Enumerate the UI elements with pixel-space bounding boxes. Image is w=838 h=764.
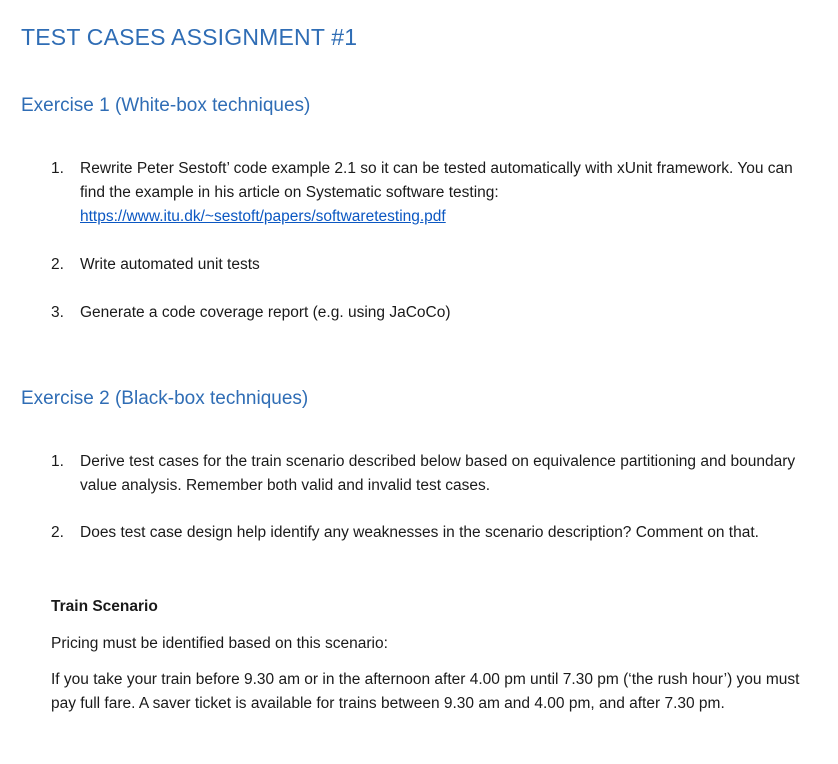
list-item-text [80, 157, 811, 229]
scenario-intro: Pricing must be identified based on this scenario: [51, 635, 388, 652]
scenario-body: If you take your train before 9.30 am or in the afternoon after 4.00 pm until 7.30 pm (‘the rush hour’) you must pay full fare. A saver ticket is available for trains between 9.30 am and 4.00 pm, and after 7.30 pm. [51, 671, 800, 712]
exercise-1-item-1 [51, 157, 811, 229]
list-number: 2. [51, 256, 64, 273]
list-number: 2. [51, 524, 64, 541]
document-title: TEST CASES ASSIGNMENT #1 [21, 24, 358, 50]
exercise-1-item-2 [51, 253, 811, 277]
softwaretesting-pdf-link[interactable]: https://www.itu.dk/~sestoft/papers/softwaretesting.pdf [80, 208, 446, 225]
train-scenario-heading: Train Scenario [51, 598, 158, 615]
list-item-text: Derive test cases for the train scenario described below based on equivalence partitioning and boundary value analysis. Remember both valid and invalid test cases. [80, 453, 796, 494]
list-number: 1. [51, 453, 64, 470]
list-item-text: Generate a code coverage report (e.g. using JaCoCo) [80, 304, 451, 321]
exercise-1-item-3 [51, 301, 811, 325]
exercise-2-heading: Exercise 2 (Black-box techniques) [21, 388, 309, 409]
list-item-text: Does test case design help identify any weaknesses in the scenario description? Comment on that. [80, 524, 759, 541]
exercise-1-heading: Exercise 1 (White-box techniques) [21, 95, 311, 116]
list-item-body: Rewrite Peter Sestoft’ code example 2.1 so it can be tested automatically with xUnit framework. You can find the example in his article on Systematic software testing: [80, 160, 793, 201]
exercise-2-item-2 [51, 521, 831, 545]
exercise-2-item-1 [51, 450, 811, 498]
list-number: 1. [51, 160, 64, 177]
list-item-text: Write automated unit tests [80, 256, 260, 273]
list-number: 3. [51, 304, 64, 321]
